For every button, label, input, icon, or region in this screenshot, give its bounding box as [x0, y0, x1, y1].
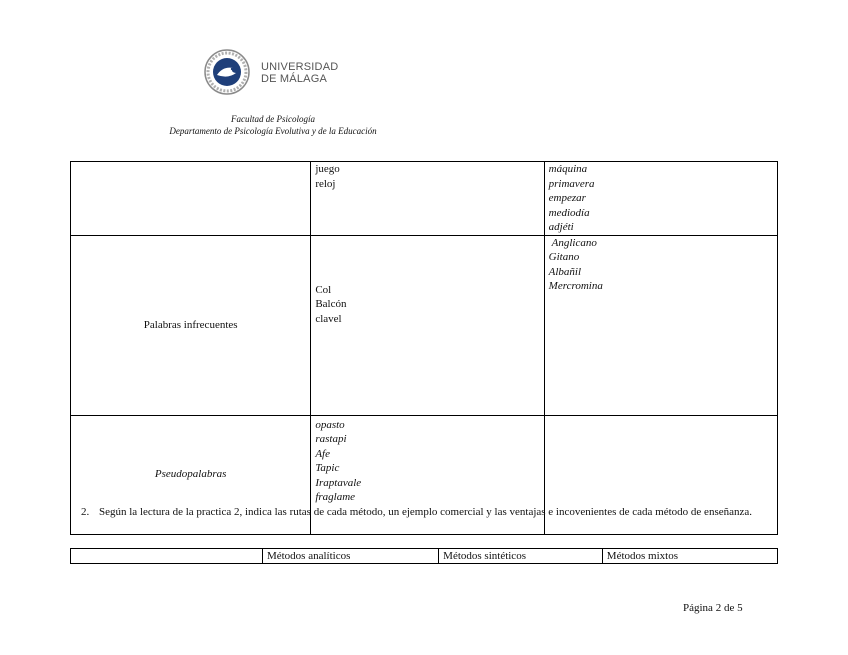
word: primavera: [548, 177, 595, 190]
word: juego: [315, 163, 340, 175]
methods-header-mixtos: Métodos mixtos: [602, 549, 777, 564]
table-row: [71, 162, 778, 236]
question-2: [81, 505, 761, 519]
word: Balcón: [315, 298, 347, 310]
word: Iraptavale: [315, 476, 362, 489]
university-seal-icon: [203, 48, 251, 96]
methods-header-cell: [71, 549, 263, 564]
word: Col: [315, 283, 332, 296]
university-name-line2: DE MÁLAGA: [261, 73, 327, 85]
question-number: 2.: [81, 506, 90, 518]
university-name: [261, 61, 338, 85]
methods-table: [70, 548, 778, 564]
faculty-header: [0, 113, 546, 137]
word: máquina: [548, 163, 588, 175]
word: adjéti: [548, 221, 574, 233]
university-name-line1: UNIVERSIDAD: [261, 61, 339, 73]
department-name: Departamento de Psicología Evolutiva y de la Educación: [169, 126, 377, 136]
word: Anglicano: [551, 236, 597, 249]
faculty-name: Facultad de Psicología: [231, 114, 315, 124]
question-text: Según la lectura de la practica 2, indica las rutas de cada método, un ejemplo comercial y las ventajas e incovenientes de cada método de enseñanza.: [99, 506, 753, 518]
word: Gitano: [548, 251, 580, 263]
category-cell: Pseudopalabras: [71, 415, 311, 534]
page-number: Página 2 de 5: [683, 602, 743, 614]
word: fraglame: [315, 491, 356, 503]
table-row: [71, 549, 778, 564]
methods-header-analiticos: Métodos analíticos: [262, 549, 438, 564]
word: Albañil: [548, 265, 582, 278]
word: empezar: [548, 192, 586, 204]
word: opasto: [315, 418, 345, 431]
word: rastapi: [315, 433, 347, 445]
word: Afe: [315, 447, 330, 460]
word-table: [70, 161, 778, 535]
word: Tapic: [315, 462, 340, 474]
word: Mercromina: [548, 280, 603, 292]
university-logo: [203, 48, 343, 96]
word-list-cell: [311, 235, 544, 415]
word: reloj: [315, 177, 336, 190]
table-row: [71, 235, 778, 415]
word-list-cell: [544, 235, 777, 415]
category-cell: Palabras infrecuentes: [71, 235, 311, 415]
word: mediodía: [548, 206, 590, 219]
word-list-cell: [311, 162, 544, 236]
category-cell: [71, 162, 311, 236]
word-list-cell: [544, 162, 777, 236]
word: clavel: [315, 312, 342, 325]
methods-header-sinteticos: Métodos sintéticos: [439, 549, 603, 564]
